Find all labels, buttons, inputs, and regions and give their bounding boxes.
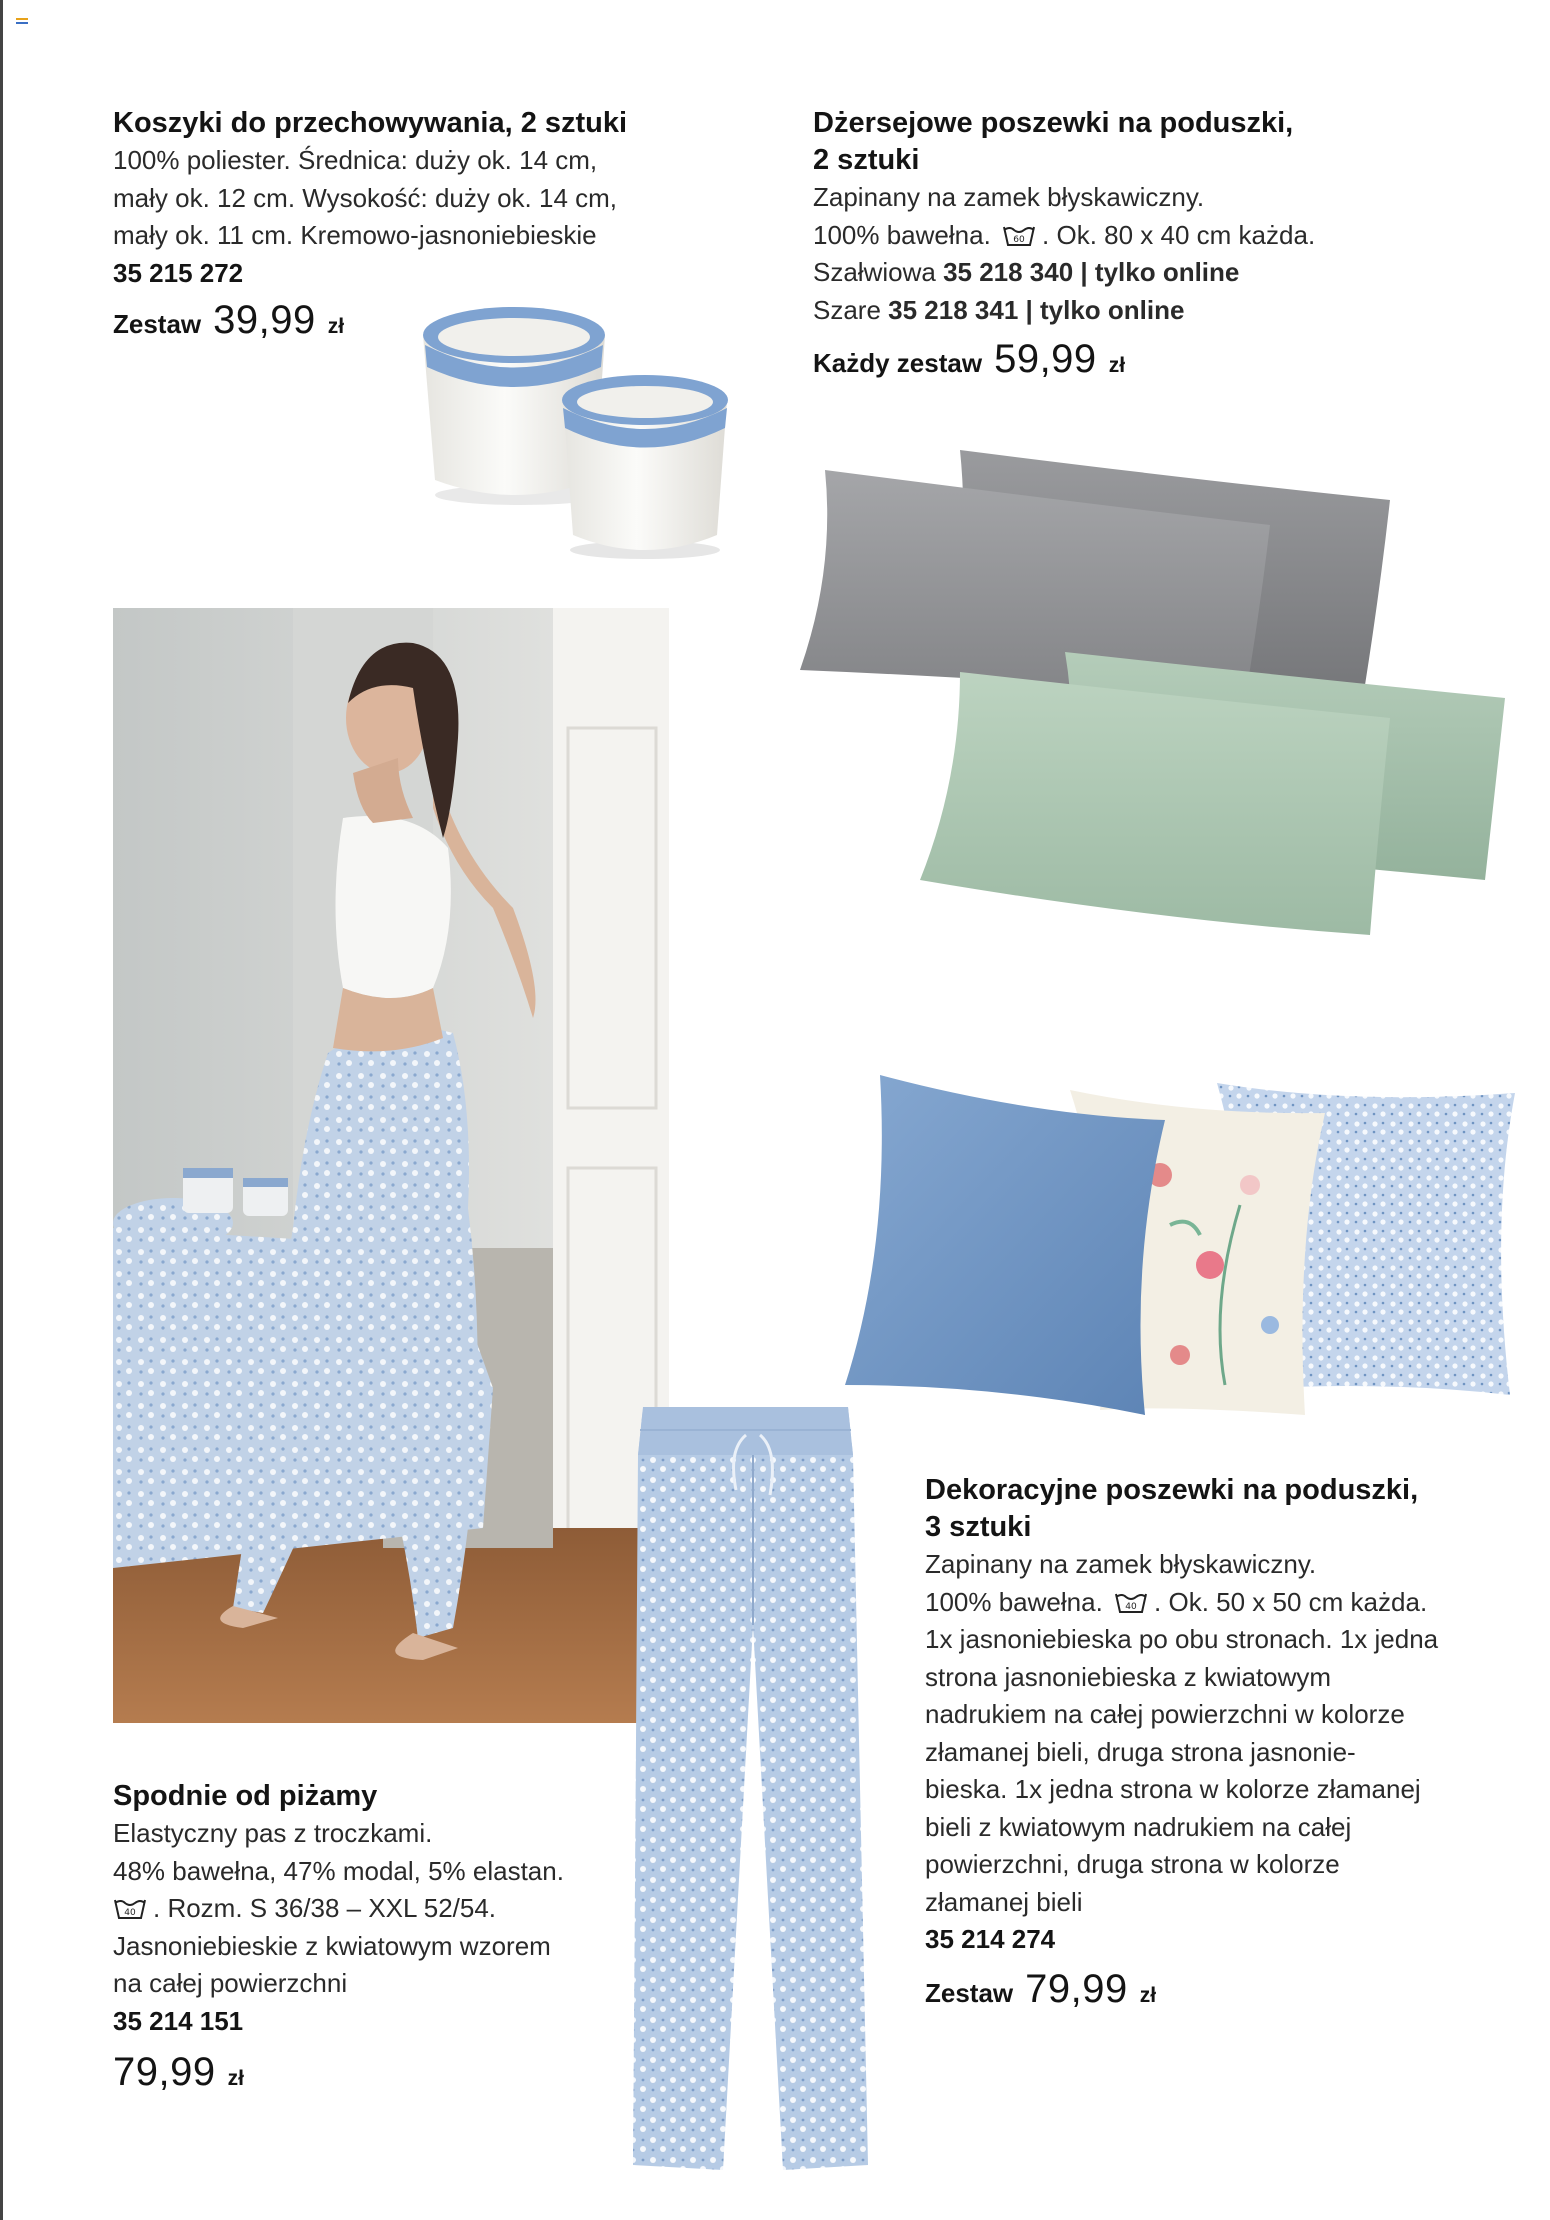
decor-desc-7: bieska. 1x jedna strona w kolorze złamanej <box>925 1774 1421 1804</box>
jersey-pillows-image <box>795 440 1515 940</box>
decor-desc-3: 1x jasnoniebieska po obu stronach. 1x jedna <box>925 1624 1439 1654</box>
variant-color: Szare <box>813 294 881 325</box>
currency: zł <box>227 2067 244 2090</box>
currency: zł <box>1108 354 1126 377</box>
wash-temp-label: 40 <box>1125 1601 1137 1612</box>
baskets-desc-1: 100% poliester. Średnica: duży ok. 14 cm, <box>113 145 598 175</box>
pajama-text <box>113 1778 673 2095</box>
decor-desc-9: powierzchni, druga strona w kolorze <box>925 1849 1340 1879</box>
baskets-desc-2: mały ok. 12 cm. Wysokość: duży ok. 14 cm, <box>113 182 618 213</box>
wash-temp-label: 40 <box>124 1908 136 1918</box>
pajama-item-number: 35 214 151 <box>113 2005 244 2036</box>
decor-desc-4: strona jasnoniebieska z kwiatowym <box>925 1661 1332 1692</box>
jersey-material: 100% bawełna. <box>813 219 991 250</box>
pajama-desc-4: Jasnoniebieskie z kwiatowym wzorem <box>113 1930 551 1961</box>
decor-title-2: 3 sztuki <box>925 1511 1032 1543</box>
decor-desc-1: Zapinany na zamek błyskawiczny. <box>925 1549 1317 1579</box>
wash-temp-label: 60 <box>1013 234 1025 245</box>
wash-40-icon <box>113 1897 147 1921</box>
variant-color: Szałwiowa <box>813 257 936 287</box>
price-label: Każdy zestaw <box>813 348 983 378</box>
price-value: 79,99 <box>1025 1966 1128 2011</box>
jersey-variant-2 <box>813 292 1463 330</box>
menu-icon[interactable] <box>16 18 28 26</box>
pajama-product-image <box>628 1395 878 2180</box>
baskets-desc-3: mały ok. 11 cm. Kremowo-jasnoniebieskie <box>113 220 597 250</box>
page-left-border <box>0 0 3 2220</box>
variant-number: 35 218 340 | tylko online <box>943 257 1240 287</box>
decor-material: 100% bawełna. <box>925 1586 1103 1617</box>
decor-price <box>925 1967 1525 2012</box>
jersey-text <box>813 105 1463 382</box>
decor-item-number: 35 214 274 <box>925 1924 1056 1954</box>
decor-text <box>925 1472 1525 2012</box>
wash-40-icon <box>1114 1591 1148 1615</box>
decor-desc-10: złamanej bieli <box>925 1886 1083 1917</box>
pajama-size: . Rozm. S 36/38 – XXL 52/54. <box>153 1893 497 1923</box>
jersey-price <box>813 337 1463 382</box>
jersey-variant-1 <box>813 254 1463 292</box>
pajama-desc-5: na całej powierzchni <box>113 1968 348 1998</box>
decor-desc-5: nadrukiem na całej powierzchni w kolorze <box>925 1699 1405 1729</box>
variant-number: 35 218 341 | tylko online <box>888 294 1185 325</box>
price-value: 79,99 <box>113 2050 216 2094</box>
decor-title-1: Dekoracyjne poszewki na poduszki, <box>925 1474 1419 1506</box>
jersey-title-2: 2 sztuki <box>813 144 920 176</box>
price-value: 39,99 <box>213 298 316 342</box>
pajama-price <box>113 2050 673 2095</box>
price-label: Zestaw <box>925 1977 1014 2008</box>
jersey-size: . Ok. 80 x 40 cm każda. <box>1042 219 1316 250</box>
pajama-desc-3 <box>113 1890 673 1928</box>
price-label: Zestaw <box>113 309 202 339</box>
decor-size: . Ok. 50 x 50 cm każda. <box>1154 1586 1428 1617</box>
decor-desc-2 <box>925 1584 1525 1622</box>
pajama-lifestyle-photo <box>113 608 669 1723</box>
baskets-title: Koszyki do przechowywania, 2 sztuki <box>113 107 628 139</box>
price-value: 59,99 <box>994 337 1097 381</box>
jersey-desc-2 <box>813 217 1463 255</box>
decor-pillows-image <box>830 1065 1530 1425</box>
jersey-desc-1: Zapinany na zamek błyskawiczny. <box>813 182 1205 212</box>
baskets-image <box>405 295 735 565</box>
baskets-item-number: 35 215 272 <box>113 257 244 288</box>
decor-desc-8: bieli z kwiatowym nadrukiem na całej <box>925 1811 1352 1842</box>
decor-desc-6: złamanej bieli, druga strona jasnonie- <box>925 1736 1356 1767</box>
pajama-title: Spodnie od piżamy <box>113 1780 378 1812</box>
currency: zł <box>327 315 345 338</box>
pajama-desc-1: Elastyczny pas z troczkami. <box>113 1818 433 1848</box>
pajama-desc-2: 48% bawełna, 47% modal, 5% elastan. <box>113 1855 564 1886</box>
wash-60-icon <box>1002 224 1036 248</box>
jersey-title-1: Dżersejowe poszewki na poduszki, <box>813 107 1294 139</box>
currency: zł <box>1139 1983 1157 2007</box>
